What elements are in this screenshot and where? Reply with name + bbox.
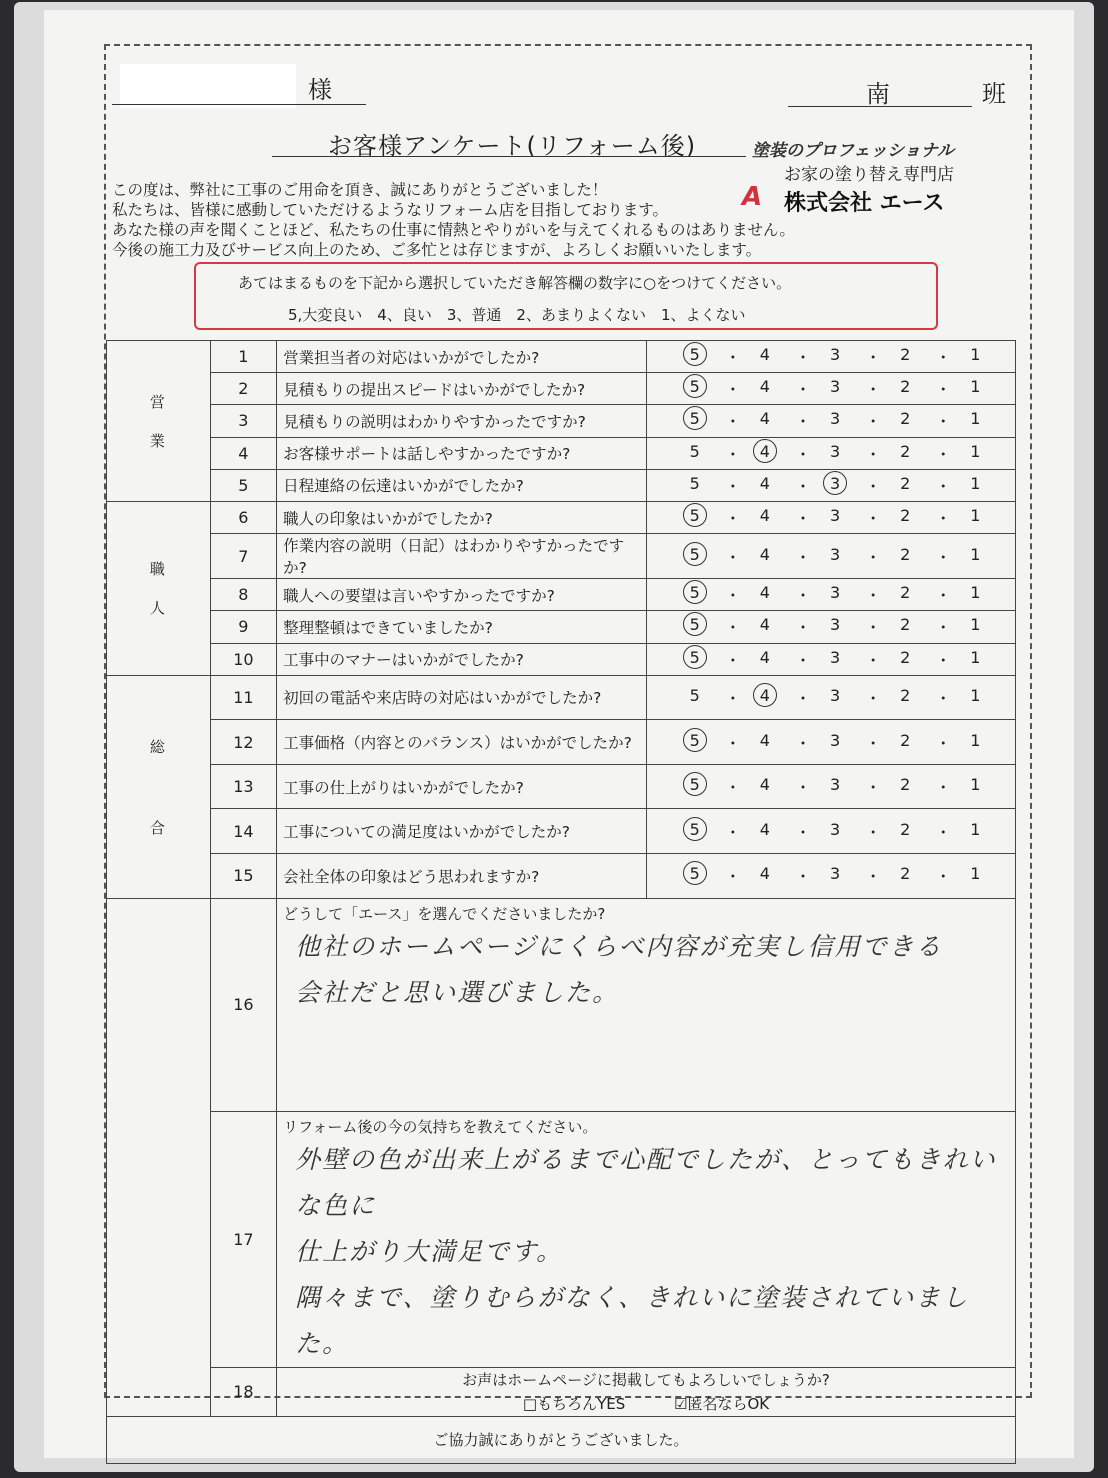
separator-dot: ・ — [724, 822, 741, 842]
rating-option[interactable]: 4 — [759, 583, 770, 603]
separator-dot: ・ — [865, 380, 882, 400]
rating-option[interactable]: 1 — [970, 345, 981, 365]
question-row — [107, 534, 1016, 579]
separator-dot: ・ — [865, 778, 882, 798]
question-text: 会社全体の印象はどう思われますか? — [277, 854, 647, 899]
question-row — [107, 854, 1016, 899]
rating-option[interactable]: 1 — [970, 775, 981, 795]
rating-option[interactable]: 5 — [689, 685, 700, 705]
question-text: お客様サポートは話しやすかったですか? — [277, 437, 647, 469]
survey-table — [106, 340, 1016, 1464]
question-number: 7 — [210, 534, 276, 579]
rating-option[interactable]: 2 — [900, 775, 911, 795]
separator-dot: ・ — [865, 547, 882, 567]
question-text: 見積もりの説明はわかりやすかったですか? — [277, 405, 647, 437]
rating-option[interactable]: 3 — [829, 506, 841, 526]
question-row — [107, 643, 1016, 675]
rating-option[interactable]: 2 — [900, 441, 911, 461]
rating-option-selected[interactable]: 5 — [682, 820, 708, 843]
rating-option[interactable]: 4 — [759, 864, 770, 884]
company-logo-icon: A — [742, 182, 763, 212]
rating-option-selected[interactable]: 5 — [682, 731, 708, 754]
separator-dot: ・ — [935, 476, 952, 496]
separator-dot: ・ — [865, 822, 882, 842]
separator-dot: ・ — [794, 688, 811, 708]
question-text: 職人への要望は言いやすかったですか? — [277, 579, 647, 611]
rating-option[interactable]: 1 — [970, 377, 981, 397]
section-blank — [107, 1367, 211, 1416]
handwritten-line: 隅々まで、塗りむらがなく、きれいに塗装されていました。 — [295, 1282, 970, 1358]
rating-option[interactable]: 2 — [900, 409, 911, 429]
rating-option[interactable]: 3 — [829, 775, 841, 795]
rating-choices — [647, 854, 1016, 899]
separator-dot: ・ — [794, 822, 811, 842]
separator-dot: ・ — [724, 444, 741, 464]
rating-option[interactable]: 3 — [829, 647, 841, 667]
question-text: リフォーム後の今の気持ちを教えてください。 — [283, 1117, 598, 1136]
rating-option[interactable]: 2 — [900, 819, 911, 839]
rating-option[interactable]: 3 — [829, 730, 841, 750]
rating-choices — [647, 579, 1016, 611]
separator-dot: ・ — [794, 380, 811, 400]
rating-option[interactable]: 4 — [759, 730, 770, 750]
rating-option[interactable]: 5 — [689, 441, 700, 461]
section-label — [107, 341, 211, 502]
separator-dot: ・ — [794, 586, 811, 606]
intro-line: この度は、弊社に工事のご用命を頂き、誠にありがとうございました！ — [112, 181, 608, 199]
separator-dot: ・ — [935, 867, 952, 887]
rating-option-selected[interactable]: 5 — [682, 775, 708, 798]
free-answer-cell — [277, 1111, 1016, 1367]
separator-dot: ・ — [794, 348, 811, 368]
question-number: 13 — [210, 764, 276, 809]
rating-choices — [647, 809, 1016, 854]
separator-dot: ・ — [724, 650, 741, 670]
separator-dot: ・ — [724, 509, 741, 529]
intro-line: 今後の施工力及びサービス向上のため、ご多忙とは存じますが、よろしくお願いいたします。 — [112, 241, 762, 259]
separator-dot: ・ — [794, 618, 811, 638]
question-number: 1 — [210, 341, 276, 373]
handwritten-answer — [277, 1137, 1015, 1367]
rating-option[interactable]: 2 — [900, 377, 911, 397]
rating-option-selected[interactable]: 3 — [822, 474, 848, 497]
question-number: 10 — [210, 643, 276, 675]
question-text: 整理整頓はできていましたか? — [277, 611, 647, 643]
rating-choices — [647, 501, 1016, 533]
separator-dot: ・ — [865, 444, 882, 464]
rating-option[interactable]: 4 — [759, 615, 770, 635]
separator-dot: ・ — [865, 348, 882, 368]
rating-option[interactable]: 2 — [900, 685, 911, 705]
separator-dot: ・ — [794, 867, 811, 887]
section-label — [107, 675, 211, 898]
rating-option-selected[interactable]: 5 — [682, 583, 708, 606]
question-text: 工事の仕上がりはいかがでしたか? — [277, 764, 647, 809]
separator-dot: ・ — [935, 733, 952, 753]
question-row — [107, 611, 1016, 643]
rating-option[interactable]: 3 — [829, 409, 841, 429]
question-row — [107, 341, 1016, 373]
handwritten-line: 外壁の色が出来上がるまで心配でしたが、とってもきれいな色に — [295, 1144, 997, 1220]
rating-option[interactable]: 1 — [970, 730, 981, 750]
separator-dot: ・ — [794, 547, 811, 567]
rating-option[interactable]: 4 — [759, 506, 770, 526]
rating-option[interactable]: 2 — [900, 647, 911, 667]
rating-choices — [647, 643, 1016, 675]
separator-dot: ・ — [794, 733, 811, 753]
rating-option[interactable]: 2 — [900, 583, 911, 603]
rating-option[interactable]: 3 — [829, 583, 841, 603]
question-text: 職人の印象はいかがでしたか? — [277, 501, 647, 533]
rating-option[interactable]: 2 — [900, 544, 911, 564]
separator-dot: ・ — [794, 412, 811, 432]
separator-dot: ・ — [935, 650, 952, 670]
separator-dot: ・ — [935, 444, 952, 464]
rating-option[interactable]: 3 — [829, 377, 841, 397]
question-row — [107, 720, 1016, 765]
customer-underline — [112, 104, 366, 105]
rating-choices — [647, 534, 1016, 579]
rating-legend: 5,大変良い 4、良い 3、普通 2、あまりよくない 1、よくない — [288, 306, 746, 324]
rating-option[interactable]: 2 — [900, 345, 911, 365]
handwritten-line: 会社だと思い選びました。 — [295, 977, 620, 1007]
question-number: 18 — [210, 1367, 276, 1416]
rating-option[interactable]: 1 — [970, 441, 981, 461]
separator-dot: ・ — [935, 547, 952, 567]
rating-option[interactable]: 1 — [970, 615, 981, 635]
section-label — [107, 501, 211, 675]
rating-choices — [647, 373, 1016, 405]
rating-option[interactable]: 1 — [970, 473, 981, 493]
rating-option[interactable]: 4 — [759, 377, 770, 397]
rating-option[interactable]: 2 — [900, 864, 911, 884]
handwritten-line: 仕上がり大満足です。 — [295, 1236, 564, 1266]
separator-dot: ・ — [935, 688, 952, 708]
rating-choices — [647, 720, 1016, 765]
rating-option[interactable]: 1 — [970, 544, 981, 564]
question-row — [107, 809, 1016, 854]
separator-dot: ・ — [794, 509, 811, 529]
question-text: どうして「エース」を選んでくださいましたか? — [283, 904, 606, 923]
rating-option-selected[interactable]: 5 — [682, 345, 708, 368]
section-continuation — [107, 898, 211, 1111]
rating-option[interactable]: 1 — [970, 409, 981, 429]
separator-dot: ・ — [865, 586, 882, 606]
rating-choices — [647, 469, 1016, 501]
question-number: 11 — [210, 675, 276, 720]
section-char: 営 — [149, 392, 167, 411]
publish-consent — [277, 1367, 1016, 1416]
separator-dot: ・ — [865, 867, 882, 887]
separator-dot: ・ — [724, 412, 741, 432]
rating-option[interactable]: 3 — [829, 441, 841, 461]
brand-slogan: 塗装のプロフェッショナル — [752, 141, 954, 161]
separator-dot: ・ — [724, 476, 741, 496]
handwritten-answer — [277, 924, 1015, 1016]
question-number: 15 — [210, 854, 276, 899]
rating-option-selected[interactable]: 5 — [682, 864, 708, 887]
instruction-box — [194, 262, 938, 330]
rating-option[interactable]: 3 — [829, 345, 841, 365]
question-text: 工事についての満足度はいかがでしたか? — [277, 809, 647, 854]
rating-option-selected[interactable]: 5 — [682, 377, 708, 400]
separator-dot: ・ — [724, 586, 741, 606]
rating-option-selected[interactable]: 5 — [682, 648, 708, 671]
separator-dot: ・ — [935, 509, 952, 529]
rating-choices — [647, 764, 1016, 809]
handwritten-line: 他社のホームページにくらべ内容が充実し信用できる — [295, 931, 943, 961]
free-answer-cell — [277, 898, 1016, 1111]
section-char: 総 — [149, 737, 167, 756]
rating-option[interactable]: 4 — [759, 473, 770, 493]
rating-option[interactable]: 3 — [829, 864, 841, 884]
separator-dot: ・ — [724, 547, 741, 567]
rating-option[interactable]: 3 — [829, 615, 841, 635]
instruction-text: あてはまるものを下記から選択していただき解答欄の数字に○をつけてください。 — [238, 274, 792, 292]
separator-dot: ・ — [724, 380, 741, 400]
rating-option[interactable]: 4 — [759, 345, 770, 365]
rating-option[interactable]: 4 — [759, 647, 770, 667]
separator-dot: ・ — [794, 444, 811, 464]
rating-option-selected[interactable]: 5 — [682, 545, 708, 568]
rating-option[interactable]: 1 — [970, 506, 981, 526]
separator-dot: ・ — [794, 650, 811, 670]
question-text: 日程連絡の伝達はいかがでしたか? — [277, 469, 647, 501]
rating-option-selected[interactable]: 5 — [682, 506, 708, 529]
rating-option[interactable]: 2 — [900, 506, 911, 526]
rating-option[interactable]: 5 — [689, 473, 700, 493]
separator-dot: ・ — [865, 618, 882, 638]
question-number: 12 — [210, 720, 276, 765]
brand-subtitle: お家の塗り替え専門店 — [784, 165, 954, 185]
separator-dot: ・ — [724, 733, 741, 753]
separator-dot: ・ — [935, 412, 952, 432]
rating-option-selected[interactable]: 5 — [682, 409, 708, 432]
rating-option[interactable]: 1 — [970, 685, 981, 705]
rating-option[interactable]: 1 — [970, 864, 981, 884]
separator-dot: ・ — [724, 867, 741, 887]
separator-dot: ・ — [794, 476, 811, 496]
rating-option[interactable]: 3 — [829, 819, 841, 839]
section-char: 合 — [149, 818, 167, 837]
question-number: 2 — [210, 373, 276, 405]
question-text: お声はホームページに掲載してもよろしいでしょうか? — [462, 1370, 830, 1389]
section-char: 職 — [149, 560, 167, 579]
anonymous-ok-checkbox[interactable]: ☑匿名ならOK — [674, 1394, 770, 1413]
rating-choices — [647, 611, 1016, 643]
rating-option[interactable]: 4 — [759, 409, 770, 429]
rating-option[interactable]: 1 — [970, 647, 981, 667]
separator-dot: ・ — [724, 688, 741, 708]
rating-option[interactable]: 4 — [759, 775, 770, 795]
rating-choices — [647, 405, 1016, 437]
question-row — [107, 501, 1016, 533]
redacted-customer-name — [120, 64, 296, 108]
question-number: 9 — [210, 611, 276, 643]
intro-line: あなた様の声を聞くことほど、私たちの仕事に情熱とやりがいを与えてくれるものはありません。 — [112, 221, 795, 239]
question-text: 見積もりの提出スピードはいかがでしたか? — [277, 373, 647, 405]
thanks-message: ご協力誠にありがとうございました。 — [107, 1416, 1016, 1463]
question-number: 6 — [210, 501, 276, 533]
yes-checkbox[interactable]: □もちろんYES — [522, 1394, 626, 1413]
separator-dot: ・ — [935, 348, 952, 368]
separator-dot: ・ — [865, 688, 882, 708]
separator-dot: ・ — [865, 476, 882, 496]
question-number: 3 — [210, 405, 276, 437]
survey-title: お客様アンケート(リフォーム後) — [328, 132, 697, 160]
rating-option[interactable]: 2 — [900, 473, 911, 493]
separator-dot: ・ — [865, 412, 882, 432]
separator-dot: ・ — [724, 348, 741, 368]
question-text: 作業内容の説明（日記）はわかりやすかったですか? — [277, 534, 647, 579]
question-row — [107, 373, 1016, 405]
team-name: 南 — [866, 80, 890, 108]
rating-choices — [647, 437, 1016, 469]
section-continuation — [107, 1111, 211, 1367]
separator-dot: ・ — [865, 650, 882, 670]
question-row — [107, 675, 1016, 720]
separator-dot: ・ — [724, 778, 741, 798]
rating-option[interactable]: 1 — [970, 819, 981, 839]
rating-choices — [647, 341, 1016, 373]
question-text: 営業担当者の対応はいかがでしたか? — [277, 341, 647, 373]
rating-option-selected[interactable]: 5 — [682, 615, 708, 638]
question-row — [107, 764, 1016, 809]
separator-dot: ・ — [865, 509, 882, 529]
question-number: 16 — [210, 898, 276, 1111]
question-number: 17 — [210, 1111, 276, 1367]
intro-text — [112, 180, 932, 260]
customer-honorific: 様 — [308, 76, 332, 104]
question-row — [107, 405, 1016, 437]
section-char: 業 — [149, 431, 167, 450]
title-underline — [272, 156, 746, 157]
team-underline — [788, 106, 972, 107]
separator-dot: ・ — [935, 586, 952, 606]
question-row — [107, 579, 1016, 611]
separator-dot: ・ — [865, 733, 882, 753]
question-text: 初回の電話や来店時の対応はいかがでしたか? — [277, 675, 647, 720]
question-text: 工事中のマナーはいかがでしたか? — [277, 643, 647, 675]
rating-option[interactable]: 3 — [829, 544, 841, 564]
question-number: 8 — [210, 579, 276, 611]
team-suffix: 班 — [982, 80, 1006, 108]
intro-line: 私たちは、皆様に感動していただけるようなリフォーム店を目指しております。 — [112, 201, 668, 219]
rating-option[interactable]: 2 — [900, 615, 911, 635]
question-text: 工事価格（内容とのバランス）はいかがでしたか? — [277, 720, 647, 765]
rating-option[interactable]: 3 — [829, 685, 841, 705]
separator-dot: ・ — [935, 380, 952, 400]
question-row — [107, 469, 1016, 501]
separator-dot: ・ — [794, 778, 811, 798]
question-row — [107, 437, 1016, 469]
section-char: 人 — [149, 599, 167, 618]
rating-option[interactable]: 4 — [759, 819, 770, 839]
separator-dot: ・ — [724, 618, 741, 638]
separator-dot: ・ — [935, 822, 952, 842]
rating-choices — [647, 675, 1016, 720]
rating-option[interactable]: 1 — [970, 583, 981, 603]
company-name: 株式会社 エース — [784, 191, 945, 216]
separator-dot: ・ — [935, 618, 952, 638]
question-number: 5 — [210, 469, 276, 501]
rating-option[interactable]: 4 — [759, 544, 770, 564]
rating-option-selected[interactable]: 4 — [752, 686, 778, 709]
rating-option[interactable]: 2 — [900, 730, 911, 750]
question-number: 4 — [210, 437, 276, 469]
question-number: 14 — [210, 809, 276, 854]
rating-option-selected[interactable]: 4 — [752, 442, 778, 465]
separator-dot: ・ — [935, 778, 952, 798]
